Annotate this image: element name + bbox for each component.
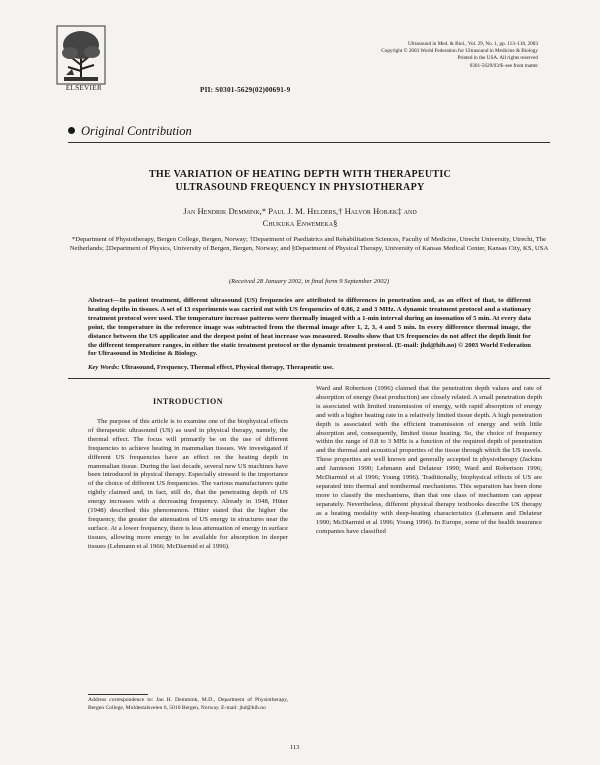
keywords-list: Ultrasound, Frequency, Thermal effect, Physical therapy, Therapeutic use. [119,364,334,371]
printed-line: Printed in the USA. All rights reserved [457,55,538,62]
contribution-text: Original Contribution [81,124,192,138]
footnote-rule [88,694,148,695]
title-line-1: THE VARIATION OF HEATING DEPTH WITH THERAPEUTIC [148,169,452,180]
header-rule [68,142,550,143]
section-heading-introduction: INTRODUCTION [152,397,223,406]
right-column [316,385,542,536]
left-column [88,418,288,552]
journal-citation: Ultrasound in Med. & Biol., Vol. 29, No. 1, pp. 113–118, 2003 [408,41,538,47]
received-dates: (Received 28 January 2002, in final form 9 September 2002) [228,278,390,285]
article-title [90,168,510,194]
publisher-name: ELSEVIER [65,84,103,92]
intro-paragraph: The purpose of this article is to examine one of the biophysical effects of therapeutic ultrasound (US) as used in physical therapy, namely, the thermal effect. The focus will primarily be on the use of different frequencies to achieve heating in mammalian tissues. We investigated if different US frequencies have an effect on the heating depth in mammalian tissue. During the last decade, several new US machines have been introduced in physical therapy. Especially stressed is the importance of the choice of different US frequencies. The various manufacturers quite rightly claimed and, in fact, still do, that the penetrating depth of US energy increases with a decreasing frequency. Already in 1948, Hüter (1948) described this phenomenon. Hüter stated that the higher the frequency, the greater the attenuation of US energy in structures near the surface. At a lower frequency, there is less attenuation of energy in surface tissues, allowing more energy to be available for absorption in deeper tissues (Lehmann et al 1966; McDiarmid et al 1996). [88,418,288,550]
keywords-label: Key Words: [88,364,120,371]
keywords [88,364,531,371]
authors-line-2: Chukuka Enwemeka§ [262,218,338,228]
issn-line: 0301-5629/03/$–see front matter [469,62,538,69]
pii-identifier: PII: S0301-5629(02)00691-9 [200,86,291,94]
title-line-2: ULTRASOUND FREQUENCY IN PHYSIOTHERAPY [175,182,425,193]
right-column-paragraph: Ward and Robertson (1996) claimed that the penetration depth values and rate of absorption of energy (heat production) are closely related. A small penetration depth is associated with limited transmission of energy, with rapid absorption of energy and with a higher heating rate in a relatively limited tissue depth. A high penetration depth is associated with the efficient transmission of energy and with little absorption and, consequently, limited tissue heating. So, the choice of frequency within the range of 0.8 to 3 MHz is a function of the required depth of penetration and the thermal and acoustical properties of the tissue through which the US travels. These properties are well known and generally accepted in physiotherapy (Jackins and Jamieson 1990; Lehmann and Delateur 1990; Ward and Robertson 1996; McDiarmid et al 1996; Young 1996). Traditionally, biophysical effects of US are separated into thermal and nonthermal mechanisms. This separation has been done more to classify the mechanisms, than that one class of mechanism can appear separately. Nevertheless, different physical therapy textbooks describe US therapy as a heating modality with deep-heating characteristics (Lehmann and Delateur 1990; McDiarmid et al 1996; Young 1996). In Europe, some of the health insurance companies have classified [316,385,542,535]
journal-info [308,41,538,70]
author-list [110,205,490,229]
affiliations: *Department of Physiotherapy, Bergen College, Bergen, Norway; †Department of Paediatrics and Rehabilitation Sciences, Faculty of Medicine, Utrecht University, Utrecht, The Netherlands; ‡Department of Physics, University of Bergen, Bergen, Norway; and §Department of Physical Therapy, University of Kansas Medical Center, Kansas City, KS, USA [69,236,549,252]
elsevier-tree-logo [56,25,106,85]
abstract: Abstract—In patient treatment, different ultrasound (US) frequencies are attributed to differences in penetration and, as an effect of that, to different heating depths in tissues. A set of 13 experiments was carried out with US frequencies of 0.86, 2 and 3 MHz. A dynamic treatment protocol and a stationary treatment protocol were used. The temperature increase patterns were thermally imaged with a 1-min interval during an insonation of 5 min. At every data point, the temperature in the reference image was subtracted from the thermal image after 1, 2, 3, 4 and 5 min. In every difference thermal image, the distance between the US applicator and the deepest point of heat increase was measured. Results show that US frequencies do not affect the depth limit for the different temperature ranges, in either the static treatment protocol or the dynamic treatment protocol. (E-mail: jhd@hib.no) © 2003 World Federation for Ultrasound in Medicine & Biology. [88,297,531,358]
copyright-line: Copyright © 2003 World Federation for Ultrasound in Medicine & Biology [381,48,538,55]
correspondence-footnote: Address correspondence to: Jan H. Demmink, M.D., Department of Physiotherapy, Bergen College, Moldestalsveien 6, 5010 Bergen, Norway. E-mail: jhd@hib.no [88,697,288,711]
page-number: 113 [290,744,300,751]
contribution-label [68,124,192,139]
authors-line-1: Jan Hendrik Demmink,* Paul J. M. Helders,† Halvor Hobæk‡ and [183,206,417,216]
bullet-icon [68,127,75,134]
abstract-rule [68,378,550,379]
